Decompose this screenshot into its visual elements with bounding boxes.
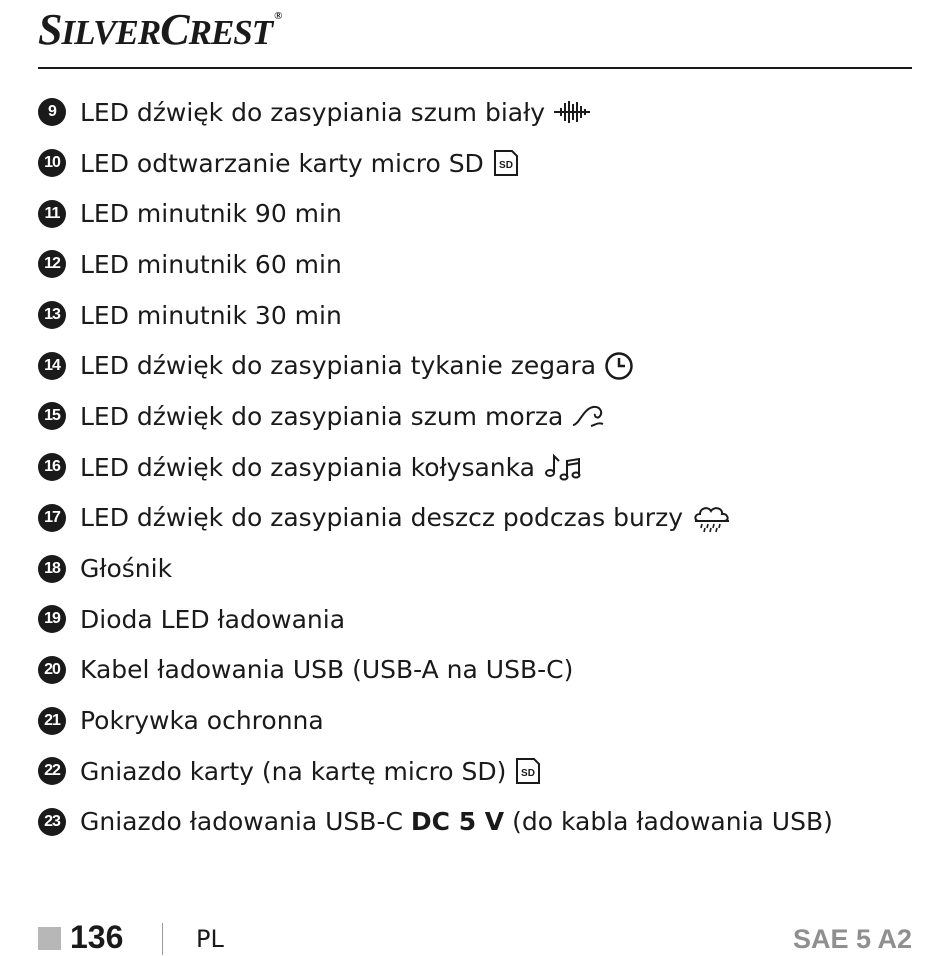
- list-item: [38, 87, 918, 138]
- rain-cloud-icon: [691, 503, 733, 533]
- item-number-badge: 16: [38, 453, 66, 481]
- list-item: [38, 797, 918, 848]
- svg-text:SD: SD: [521, 768, 536, 780]
- item-number-badge: 19: [38, 605, 66, 633]
- list-item: [38, 239, 918, 290]
- item-number-badge: 13: [38, 301, 66, 329]
- footer-divider: [162, 923, 163, 955]
- header-divider: [38, 67, 912, 69]
- item-number-badge: 23: [38, 808, 66, 836]
- svg-text:SD: SD: [498, 160, 513, 172]
- item-text: Głośnik: [80, 554, 173, 584]
- item-text: Gniazdo karty (na kartę micro SD): [80, 756, 507, 786]
- list-item: [38, 594, 918, 645]
- footer-square-marker: [38, 927, 61, 950]
- item-number-badge: 14: [38, 352, 66, 380]
- item-text: Kabel ładowania USB (USB-A na USB-C): [80, 655, 574, 685]
- item-text: [80, 807, 833, 836]
- item-text: LED dźwięk do zasypiania kołysanka: [80, 452, 536, 482]
- list-item: [38, 340, 918, 391]
- model-number: SAE 5 A2: [792, 924, 912, 954]
- item-text: LED dźwięk do zasypiania szum morza: [80, 401, 564, 431]
- registered-mark: ®: [274, 10, 282, 22]
- page-header: [38, 0, 912, 70]
- item-text: LED odtwarzanie karty micro SD: [80, 148, 484, 178]
- list-item: [38, 493, 918, 544]
- item-text: LED minutnik 60 min: [80, 249, 342, 279]
- item-text-bold: DC 5 V: [410, 807, 505, 837]
- music-notes-icon: [543, 452, 583, 482]
- sd-card-icon: [492, 149, 520, 177]
- item-number-badge: 18: [38, 555, 66, 583]
- list-item: [38, 442, 918, 493]
- list-item: [38, 138, 918, 189]
- list-item: [38, 543, 918, 594]
- page-footer: [38, 915, 912, 955]
- wave-icon: [571, 403, 607, 429]
- list-item: [38, 645, 918, 696]
- item-number-badge: 17: [38, 504, 66, 532]
- white-noise-icon: [553, 99, 591, 125]
- item-number-badge: 20: [38, 656, 66, 684]
- list-item: [38, 746, 918, 797]
- brand-logo: SILVERCREST ®: [38, 5, 282, 54]
- item-text: LED dźwięk do zasypiania szum biały: [80, 97, 546, 127]
- item-text: LED dźwięk do zasypiania tykanie zegara: [80, 351, 597, 381]
- item-number-badge: 9: [38, 98, 66, 126]
- list-item: [38, 391, 918, 442]
- item-text: LED minutnik 30 min: [80, 300, 342, 330]
- item-text: LED minutnik 90 min: [80, 199, 342, 229]
- language-code: PL: [196, 925, 224, 953]
- clock-icon: [604, 351, 634, 381]
- sd-card-icon: [514, 757, 542, 785]
- item-text: Pokrywka ochronna: [80, 706, 324, 736]
- item-number-badge: 11: [38, 200, 66, 228]
- page-number: 136: [70, 919, 124, 955]
- item-number-badge: 10: [38, 149, 66, 177]
- list-item: [38, 695, 918, 746]
- item-number-badge: 21: [38, 707, 66, 735]
- item-number-badge: 22: [38, 757, 66, 785]
- item-text: Dioda LED ładowania: [80, 604, 346, 634]
- item-text: LED dźwięk do zasypiania deszcz podczas burzy: [80, 503, 683, 533]
- list-item: [38, 290, 918, 341]
- parts-list: [38, 87, 918, 847]
- item-text-before: Gniazdo ładowania USB-C: [80, 807, 403, 837]
- list-item: [38, 188, 918, 239]
- item-number-badge: 15: [38, 402, 66, 430]
- item-number-badge: 12: [38, 250, 66, 278]
- item-text-after: (do kabla ładowania USB): [512, 807, 833, 837]
